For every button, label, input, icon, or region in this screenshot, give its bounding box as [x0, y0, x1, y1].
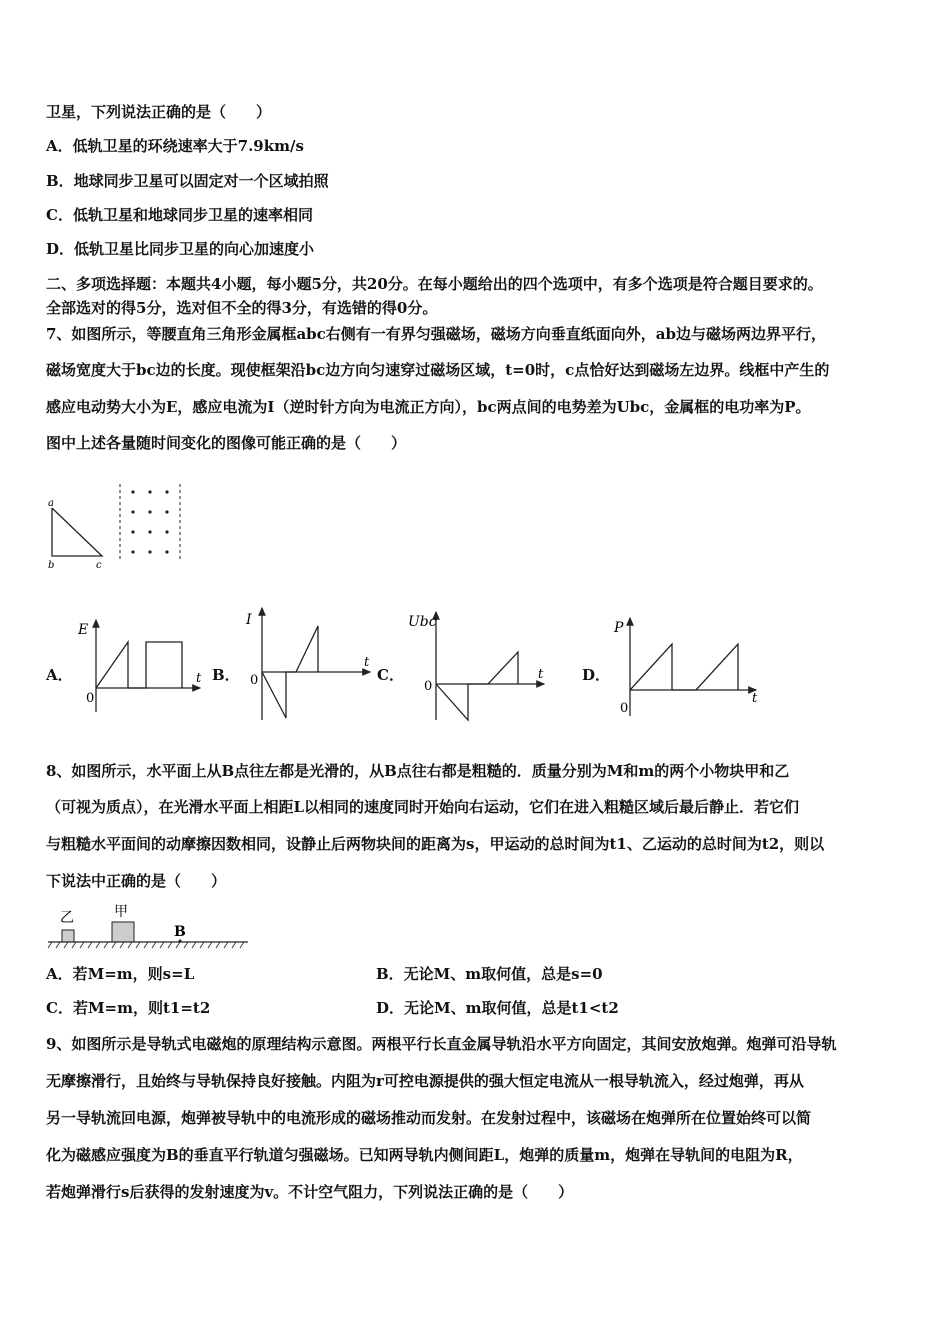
q7-line3: 感应电动势大小为E，感应电流为I（逆时针方向为电流正方向），bc两点间的电势差为Ubc，金属框的电功率为P。: [46, 398, 811, 416]
graph-c-xlabel: t: [538, 667, 544, 682]
q7-option-c[interactable]: C．: [377, 666, 404, 684]
q6-option-c[interactable]: C．低轨卫星和地球同步卫星的速率相同: [46, 206, 313, 224]
q9-line4: 化为磁感应强度为B的垂直平行轨道匀强磁场。已知两导轨内侧间距L，炮弹的质量m，炮弹在导轨间的电阻为R，: [46, 1146, 803, 1164]
ground-hatch: [48, 942, 244, 948]
graph-d-xlabel: t: [752, 691, 758, 706]
q7-line2: 磁场宽度大于bc边的长度。现使框架沿bc边方向匀速穿过磁场区域，t=0时，c点恰好达到磁场左边界。线框中产生的: [46, 361, 830, 379]
q9-line5: 若炮弹滑行s后获得的发射速度为v。不计空气阻力，下列说法正确的是（ ）: [46, 1183, 574, 1201]
section2-line1: 二、多项选择题：本题共4小题，每小题5分，共20分。在每小题给出的四个选项中，有多个选项是符合题目要求的。: [46, 275, 823, 293]
vertex-c-label: c: [96, 560, 102, 571]
q7-graph-b: [238, 600, 378, 726]
q8-option-b[interactable]: B．无论M、m取何值，总是s=0: [376, 965, 603, 983]
graph-a-curve: [96, 642, 182, 688]
q6-option-d[interactable]: D．低轨卫星比同步卫星的向心加速度小: [46, 240, 315, 258]
graph-c-origin: 0: [424, 679, 433, 694]
q7-graph-a: [72, 612, 212, 724]
block-yi: [62, 930, 74, 942]
q7-setup-figure: [40, 480, 200, 575]
graph-a-xlabel: t: [196, 671, 202, 686]
graph-c-curve: [436, 652, 518, 720]
q8-option-d[interactable]: D．无论M、m取何值，总是t1<t2: [376, 999, 619, 1017]
q7-graph-c: [402, 604, 552, 724]
q7-graph-d: [606, 612, 766, 722]
q8-line1: 8、如图所示，水平面上从B点往左都是光滑的，从B点往右都是粗糙的．质量分别为M和m的两个小物块甲和乙: [46, 762, 790, 780]
q8-setup-figure: [44, 900, 254, 955]
q6-option-a[interactable]: A．低轨卫星的环绕速率大于7.9km/s: [46, 137, 304, 155]
q8-option-c[interactable]: C．若M=m，则t1=t2: [46, 999, 211, 1017]
graph-b-xlabel: t: [364, 655, 370, 670]
q7-line4: 图中上述各量随时间变化的图像可能正确的是（ ）: [46, 434, 407, 452]
q6-stem: 卫星，下列说法正确的是（ ）: [46, 103, 272, 121]
q9-line1: 9、如图所示是导轨式电磁炮的原理结构示意图。两根平行长直金属导轨沿水平方向固定，其间安放炮弹。炮弹可沿导轨: [46, 1035, 837, 1053]
q7-line1: 7、如图所示，等腰直角三角形金属框abc右侧有一有界匀强磁场，磁场方向垂直纸面向外，ab边与磁场两边界平行，: [46, 325, 826, 343]
field-dots: [131, 490, 168, 553]
block-jia-label: 甲: [114, 904, 128, 920]
point-b-label: B: [174, 924, 186, 940]
graph-b-origin: 0: [250, 673, 259, 688]
q9-line3: 另一导轨流回电源，炮弹被导轨中的电流形成的磁场推动而发射。在发射过程中，该磁场在炮弹所在位置始终可以简: [46, 1109, 812, 1127]
graph-c-ylabel: Ubc: [408, 614, 437, 630]
graph-d-ylabel: P: [614, 620, 624, 636]
graph-d-origin: 0: [620, 701, 629, 716]
graph-a-ylabel: E: [78, 622, 89, 638]
q7-option-a[interactable]: A．: [46, 666, 73, 684]
q8-option-a[interactable]: A．若M=m，则s=L: [46, 965, 195, 983]
graph-a-origin: 0: [86, 691, 95, 706]
vertex-a-label: a: [48, 498, 54, 509]
q8-line2: （可视为质点），在光滑水平面上相距L以相同的速度同时开始向右运动，它们在进入粗糙区域后最后静止．若它们: [46, 798, 800, 816]
graph-d-curve: [630, 644, 738, 690]
q9-line2: 无摩擦滑行，且始终与导轨保持良好接触。内阻为r可控电源提供的强大恒定电流从一根导轨流入，经过炮弹，再从: [46, 1072, 804, 1090]
q8-line4: 下说法中正确的是（ ）: [46, 872, 227, 890]
block-jia: [112, 922, 134, 942]
q7-option-b[interactable]: B．: [212, 666, 240, 684]
graph-b-ylabel: I: [246, 612, 252, 628]
block-yi-label: 乙: [60, 910, 74, 926]
q7-option-d[interactable]: D．: [582, 666, 611, 684]
section2-line2: 全部选对的得5分，选对但不全的得3分，有选错的得0分。: [46, 299, 438, 317]
vertex-b-label: b: [48, 560, 55, 571]
q6-option-b[interactable]: B．地球同步卫星可以固定对一个区域拍照: [46, 172, 329, 190]
q8-line3: 与粗糙水平面间的动摩擦因数相同，设静止后两物块间的距离为s，甲运动的总时间为t1、乙运动的总时间为t2，则以: [46, 835, 825, 853]
triangle-frame: [52, 508, 102, 556]
